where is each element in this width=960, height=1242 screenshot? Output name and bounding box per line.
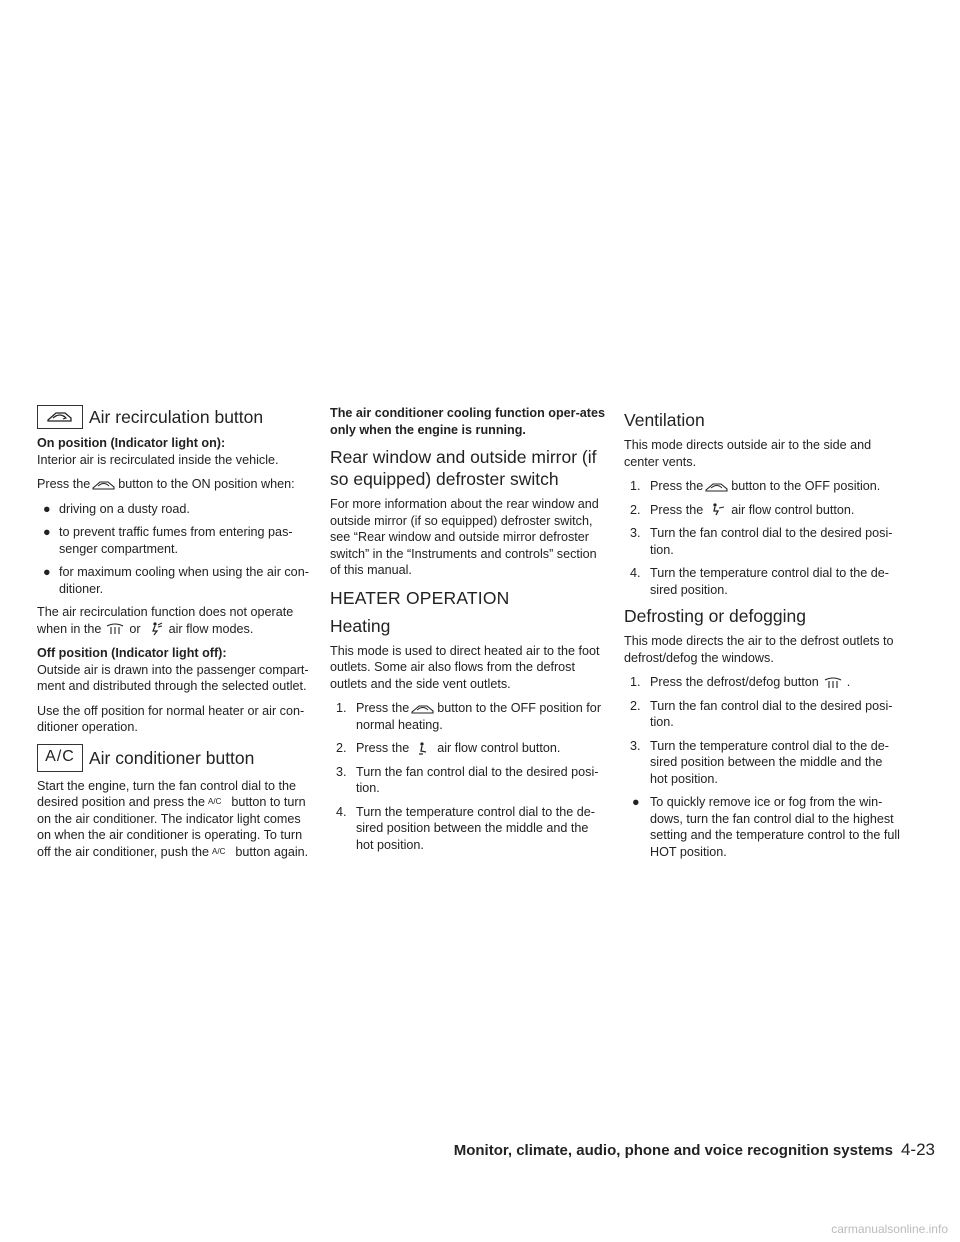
- rear-defroster-title: Rear window and outside mirror (if so equipped) defroster switch: [330, 447, 597, 489]
- ac-icon: A/C: [208, 797, 222, 806]
- list-item: 3. Turn the fan control dial to the desired posi-tion.: [336, 764, 599, 795]
- ac-icon: A/C: [37, 744, 83, 772]
- ac-icon: A/C: [212, 846, 226, 856]
- defrost-icon: [819, 676, 847, 690]
- list-item: 1. Press the defrost/defog button .: [630, 675, 851, 689]
- list-item: 3. Turn the fan control dial to the desired posi-tion.: [630, 526, 893, 557]
- ac-text: Start the engine, turn the fan control dial to the desired position and press the $^{A/C}$ button to turn on the air conditioner. The indicator light comes on when the air conditioner is operating. To turn off the air conditioner, push the $^{A/C}$ button again.: [37, 778, 309, 859]
- list-item: 2. Press the air flow control button.: [336, 741, 561, 755]
- press-recirc-on: Press the button to the ON position when:: [37, 477, 295, 491]
- recirc-icon: [703, 480, 731, 494]
- list-item: 1. Press the button to the OFF position.: [630, 479, 881, 493]
- ac-title: Air conditioner button: [89, 747, 255, 768]
- page-footer: [0, 1140, 935, 1160]
- list-item: ● to prevent traffic fumes from entering pas-senger compartment.: [43, 525, 293, 556]
- vent-icon: [703, 503, 731, 517]
- list-item: ● for maximum cooling when using the air con-ditioner.: [43, 565, 309, 596]
- ventilation-title: Ventilation: [624, 410, 705, 430]
- not-operate-text: The air recirculation function does not operate when in the or air flow modes.: [37, 605, 294, 636]
- recirc-title: Air recirculation button: [89, 407, 264, 427]
- watermark: carmanualsonline.info: [831, 1222, 948, 1236]
- cooling-note: The air conditioner cooling function oper-ates only when the engine is running.: [330, 406, 605, 437]
- ventilation-text: This mode directs outside air to the side and center vents.: [624, 438, 872, 469]
- heating-text: This mode is used to direct heated air to the foot outlets. Some air also flows from the defrost outlets and the side vent outlets.: [330, 643, 600, 691]
- foot-icon: [409, 742, 437, 756]
- footer-title: Monitor, climate, audio, phone and voice recognition systems: [453, 1142, 893, 1159]
- defrosting-title: Defrosting or defogging: [624, 606, 806, 626]
- off-heading: Off position (Indicator light off):: [37, 646, 227, 660]
- list-item: ● To quickly remove ice or fog from the win-dows, turn the fan control dial to the highest setting and the temperature control to the full HOT position.: [632, 795, 900, 859]
- rear-defroster-text: For more information about the rear window and outside mirror (if so equipped) defroster switch, see “Rear window and outside mirror defroster switch” in the “Instruments and controls” section of this manual.: [330, 497, 599, 577]
- page-number: 4-23: [900, 1140, 935, 1159]
- list-item: 2. Press the air flow control button.: [630, 502, 855, 517]
- defrost-icon: [101, 622, 129, 636]
- on-text: Interior air is recirculated inside the vehicle.: [37, 452, 279, 467]
- column-right: [624, 405, 900, 867]
- list-item: ● driving on a dusty road.: [43, 501, 190, 516]
- defrosting-text: This mode directs the air to the defrost outlets to defrost/defog the windows.: [624, 634, 894, 665]
- list-item: 3. Turn the temperature control dial to the de-sired position between the middle and the hot position.: [630, 738, 889, 786]
- off-text: Outside air is drawn into the passenger compart-ment and distributed through the selected outlet.: [37, 662, 309, 693]
- recirc-icon: [37, 405, 83, 429]
- recirc-heading: [37, 405, 313, 429]
- ac-heading: [37, 744, 313, 772]
- heater-operation-title: HEATER OPERATION: [330, 587, 510, 608]
- list-item: 1. Press the button to the OFF position for normal heating.: [336, 701, 602, 732]
- list-item: 2. Turn the fan control dial to the desired posi-tion.: [630, 698, 893, 729]
- foot-defrost-icon: [141, 622, 169, 636]
- list-item: 4. Turn the temperature control dial to the de-sired position.: [630, 566, 889, 597]
- column-middle: [330, 405, 606, 860]
- on-heading: On position (Indicator light on):: [37, 436, 226, 450]
- list-item: 4. Turn the temperature control dial to the de-sired position between the middle and the hot position.: [336, 804, 595, 852]
- use-off-text: Use the off position for normal heater or air con-ditioner operation.: [37, 703, 305, 734]
- recirc-icon: [90, 478, 118, 492]
- recirc-icon: [409, 702, 437, 716]
- heating-title: Heating: [330, 615, 391, 636]
- column-left: [37, 405, 313, 868]
